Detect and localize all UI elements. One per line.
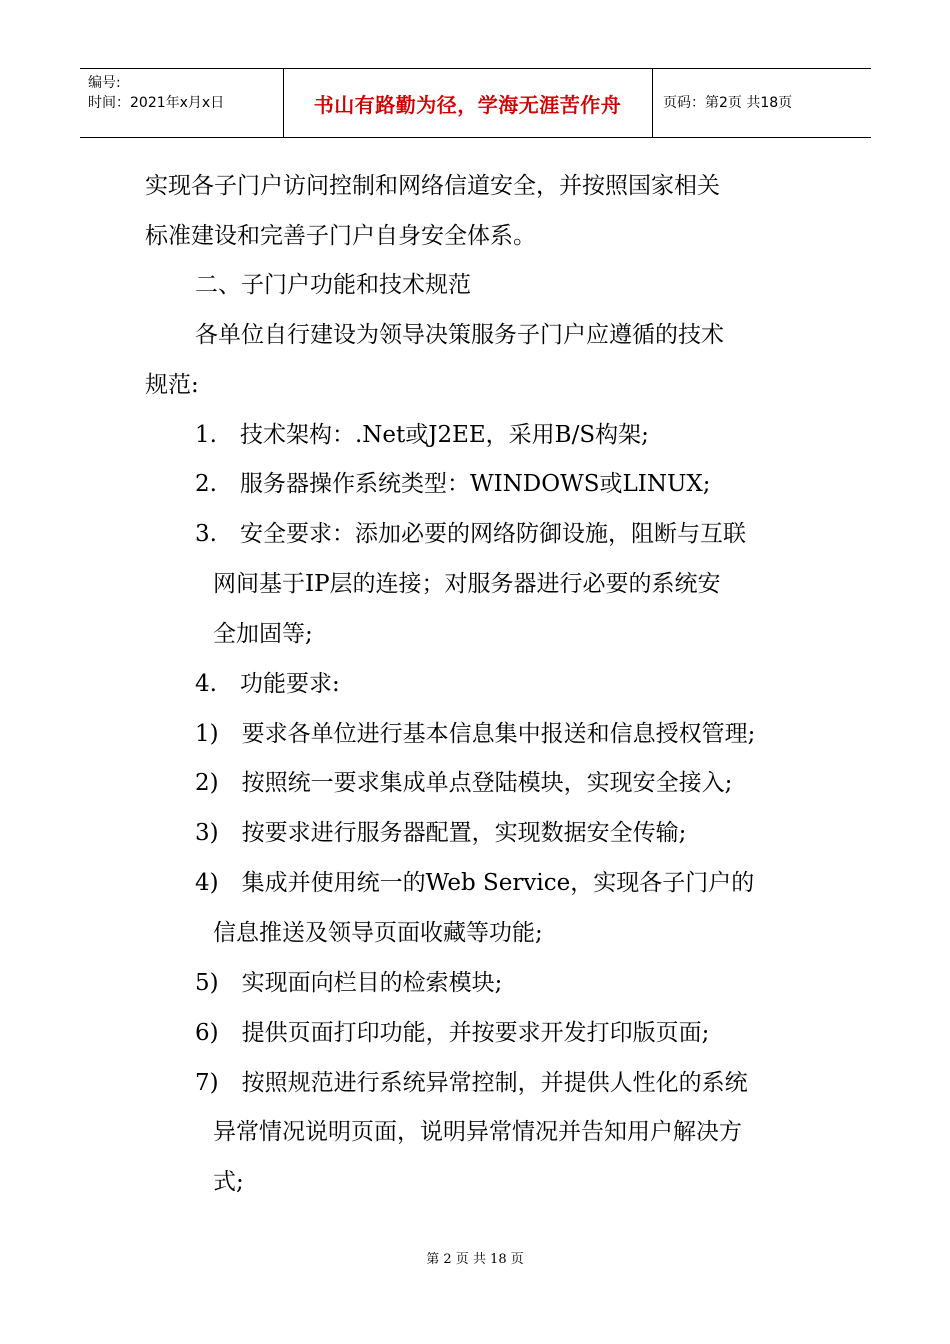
sub-item-4-line-2: 信息推送及领导页面收藏等功能; — [213, 920, 543, 946]
header-divider-right — [652, 69, 653, 137]
header-meta — [88, 73, 224, 113]
list-item-3-line-1: 3. 安全要求：添加必要的网络防御设施，阻断与互联 — [195, 521, 746, 547]
sub-item-1: 1) 要求各单位进行基本信息集中报送和信息授权管理; — [195, 721, 756, 747]
page-footer: 第 2 页 共 18 页 — [426, 1252, 524, 1267]
list-item-3-line-2: 网间基于IP层的连接；对服务器进行必要的系统安 — [213, 571, 721, 597]
sub-item-7-line-2: 异常情况说明页面，说明异常情况并告知用户解决方 — [213, 1119, 742, 1145]
section-heading: 二、子门户功能和技术规范 — [195, 272, 471, 298]
list-item-3-line-3: 全加固等; — [213, 621, 313, 647]
paragraph-line-1: 各单位自行建设为领导决策服务子门户应遵循的技术 — [195, 322, 724, 348]
sub-item-2: 2) 按照统一要求集成单点登陆模块，实现安全接入; — [195, 770, 733, 796]
paragraph-line-2: 规范: — [145, 372, 199, 398]
list-item-1: 1. 技术架构：.Net或J2EE，采用B/S构架; — [195, 422, 649, 448]
list-item-4: 4. 功能要求: — [195, 671, 340, 697]
list-item-2: 2. 服务器操作系统类型：WINDOWS或LINUX; — [195, 471, 711, 497]
header-motto: 书山有路勤为径，学海无涯苦作舟 — [313, 93, 622, 117]
intro-line-1: 实现各子门户访问控制和网络信道安全，并按照国家相关 — [145, 173, 720, 199]
sub-item-4-line-1: 4) 集成并使用统一的Web Service，实现各子门户的 — [195, 870, 755, 896]
page-header — [80, 68, 871, 138]
sub-item-7-line-1: 7) 按照规范进行系统异常控制，并提供人性化的系统 — [195, 1070, 748, 1096]
header-number: 编号: — [88, 75, 121, 91]
sub-item-5: 5) 实现面向栏目的检索模块; — [195, 970, 503, 996]
sub-item-7-line-3: 式; — [213, 1169, 244, 1195]
header-time: 时间：2021年x月x日 — [88, 95, 225, 111]
intro-line-2: 标准建设和完善子门户自身安全体系。 — [145, 223, 536, 249]
header-page-info: 页码：第2页 共18页 — [663, 95, 793, 111]
sub-item-6: 6) 提供页面打印功能，并按要求开发打印版页面; — [195, 1020, 710, 1046]
sub-item-3: 3) 按要求进行服务器配置，实现数据安全传输; — [195, 820, 687, 846]
